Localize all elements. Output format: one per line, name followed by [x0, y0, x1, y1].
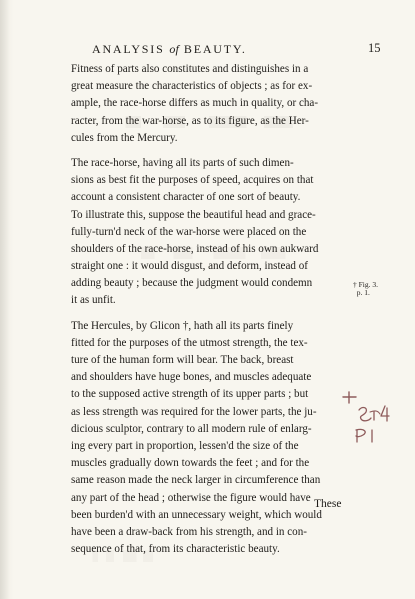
text-line: been burden'd with an unnecessary weight, which would — [71, 508, 322, 521]
header-title-of: of — [169, 42, 180, 56]
margin-note: † Fig. 3. p. 1. — [353, 280, 379, 297]
handwritten-mark-icon — [341, 390, 393, 450]
text-line: as less strength was required for the lower parts, the ju- — [71, 405, 317, 418]
text-line: it as unfit. — [71, 294, 116, 307]
text-line: cules from the Mercury. — [71, 131, 178, 144]
text-line: sions as best fit the purposes of speed, acquires on that — [71, 174, 314, 187]
text-line: have been a draw-back from his strength, and in con- — [71, 525, 307, 538]
page-number: 15 — [368, 41, 381, 55]
text-line: adding beauty ; because the judgment would condemn — [71, 277, 313, 290]
handwritten-annotation — [341, 390, 393, 450]
text-line: sequence of that, from its characteristic beauty. — [71, 543, 280, 556]
text-line: any part of the head ; otherwise the figure would have — [71, 491, 311, 504]
text-line: The race-horse, having all its parts of such dimen- — [71, 156, 294, 169]
text-line: fitted for the purposes of the utmost strength, the tex- — [71, 336, 308, 349]
paragraph-hercules — [71, 318, 341, 559]
text-line: ing every part in proportion, lessen'd the size of the — [71, 439, 299, 452]
text-line: muscles gradually down towards the feet ; and for the — [71, 457, 310, 470]
text-line: fully-turn'd neck of the war-horse were placed on the — [71, 225, 307, 238]
header-title-part2: BEAUTY. — [183, 42, 247, 56]
text-line: same reason made the neck larger in circumference than — [71, 474, 321, 487]
running-header — [92, 42, 322, 56]
body-text — [71, 61, 341, 558]
spine-shadow — [0, 0, 10, 599]
text-line: To illustrate this, suppose the beautiful head and grace- — [71, 208, 316, 221]
text-line: The Hercules, by Glicon †, hath all its parts finely — [71, 319, 294, 332]
text-line: dicious sculptor, contrary to all modern rule of enlarg- — [71, 422, 312, 435]
text-line: great measure the characteristics of objects ; as for ex- — [71, 80, 313, 93]
text-line: ample, the race-horse differs as much in quality, or cha- — [71, 97, 319, 110]
text-line: ture of the human form will bear. The back, breast — [71, 354, 294, 366]
paragraph-fitness — [71, 61, 341, 147]
header-title-part1: ANALYSIS — [92, 42, 165, 56]
catchword: These — [314, 498, 342, 510]
paragraph-race-horse — [71, 155, 341, 310]
text-line: Fitness of parts also constitutes and distinguishes in a — [71, 63, 309, 75]
text-line: and shoulders have huge bones, and muscles adequate — [71, 371, 312, 384]
text-line: to the supposed active strength of its upper parts ; but — [71, 388, 309, 401]
text-line: shoulders of the race-horse, instead of his own aukward — [71, 242, 319, 255]
text-line: account a consistent character of one sort of beauty. — [71, 191, 301, 204]
text-line: straight one : it would disgust, and deform, instead of — [71, 260, 308, 273]
text-line: racter, from the war-horse, as to its figure, as the Her- — [71, 114, 309, 127]
